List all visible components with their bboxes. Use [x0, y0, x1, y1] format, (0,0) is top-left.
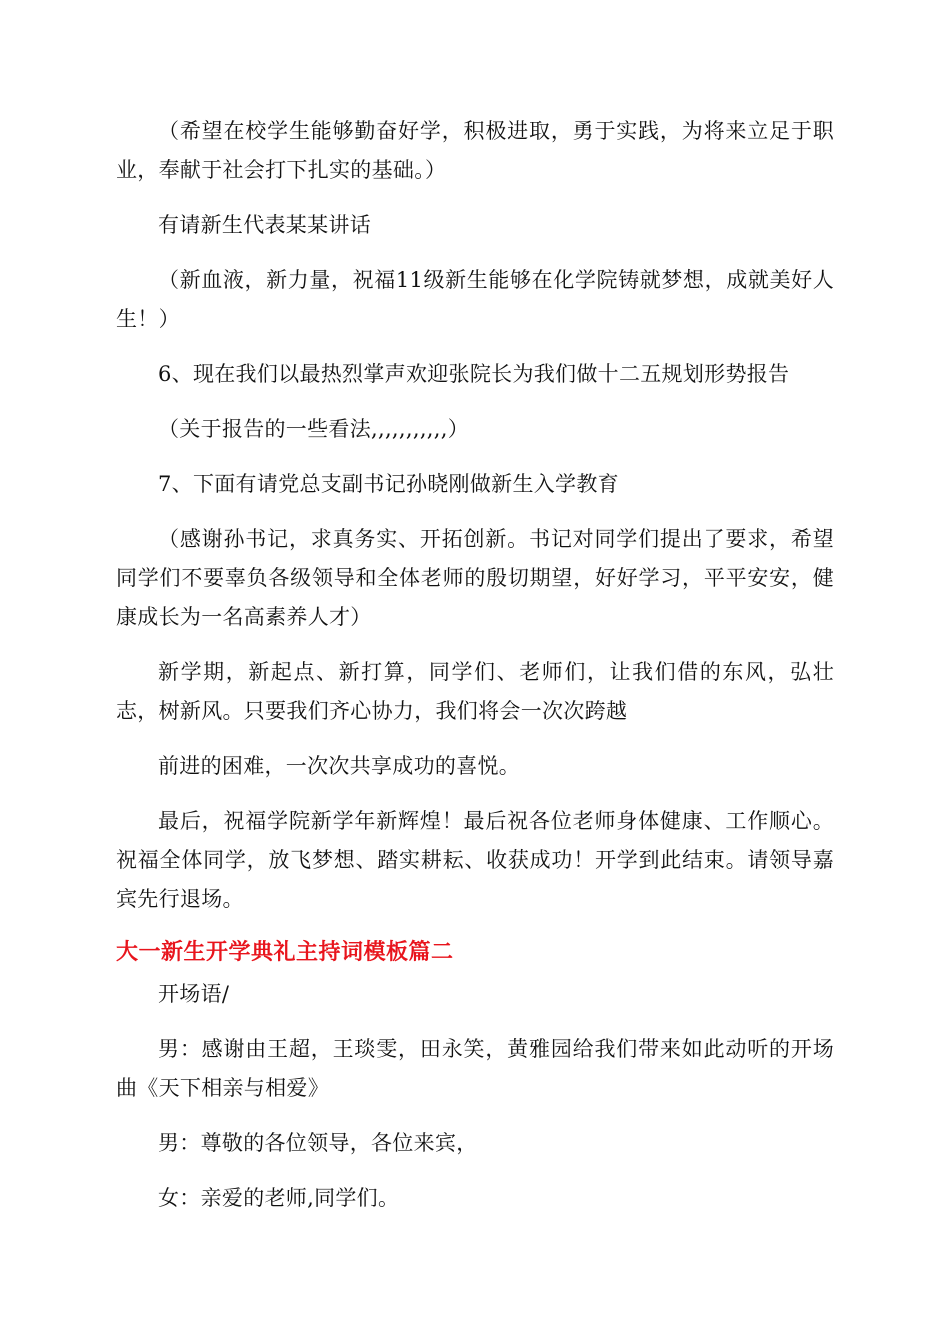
- paragraph: （感谢孙书记，求真务实、开拓创新。书记对同学们提出了要求，希望同学们不要辜负各级领导和全体老师的殷切期望，好好学习，平平安安，健康成长为一名高素养人才）: [116, 527, 834, 629]
- paragraph: 女：亲爱的老师,同学们。: [158, 1186, 400, 1210]
- paragraph: 7、下面有请党总支副书记孙晓刚做新生入学教育: [158, 472, 619, 496]
- paragraph: 前进的困难，一次次共享成功的喜悦。: [158, 754, 521, 778]
- paragraph: 有请新生代表某某讲话: [158, 213, 371, 237]
- paragraph: 6、现在我们以最热烈掌声欢迎张院长为我们做十二五规划形势报告: [158, 362, 790, 386]
- paragraph: 新学期，新起点、新打算，同学们、老师们，让我们借的东风，弘壮志，树新风。只要我们齐心协力，我们将会一次次跨越: [116, 660, 834, 723]
- section-heading: 大一新生开学典礼主持词模板篇二: [116, 940, 454, 965]
- paragraph: 男：感谢由王超，王琰雯，田永笑，黄雅园给我们带来如此动听的开场曲《天下相亲与相爱》: [116, 1037, 834, 1100]
- paragraph: （希望在校学生能够勤奋好学，积极进取，勇于实践，为将来立足于职业，奉献于社会打下扎实的基础。）: [116, 119, 834, 182]
- paragraph: （关于报告的一些看法,,,,,,,,,,,）: [158, 417, 470, 441]
- paragraph: 开场语/: [158, 982, 230, 1006]
- paragraph: 男：尊敬的各位领导，各位来宾，: [158, 1131, 478, 1155]
- paragraph: （新血液，新力量，祝福11级新生能够在化学院铸就梦想，成就美好人生！）: [116, 268, 834, 331]
- paragraph: 最后，祝福学院新学年新辉煌！最后祝各位老师身体健康、工作顺心。祝福全体同学，放飞梦想、踏实耕耘、收获成功！开学到此结束。请领导嘉宾先行退场。: [116, 809, 834, 911]
- document-body: [116, 112, 834, 1218]
